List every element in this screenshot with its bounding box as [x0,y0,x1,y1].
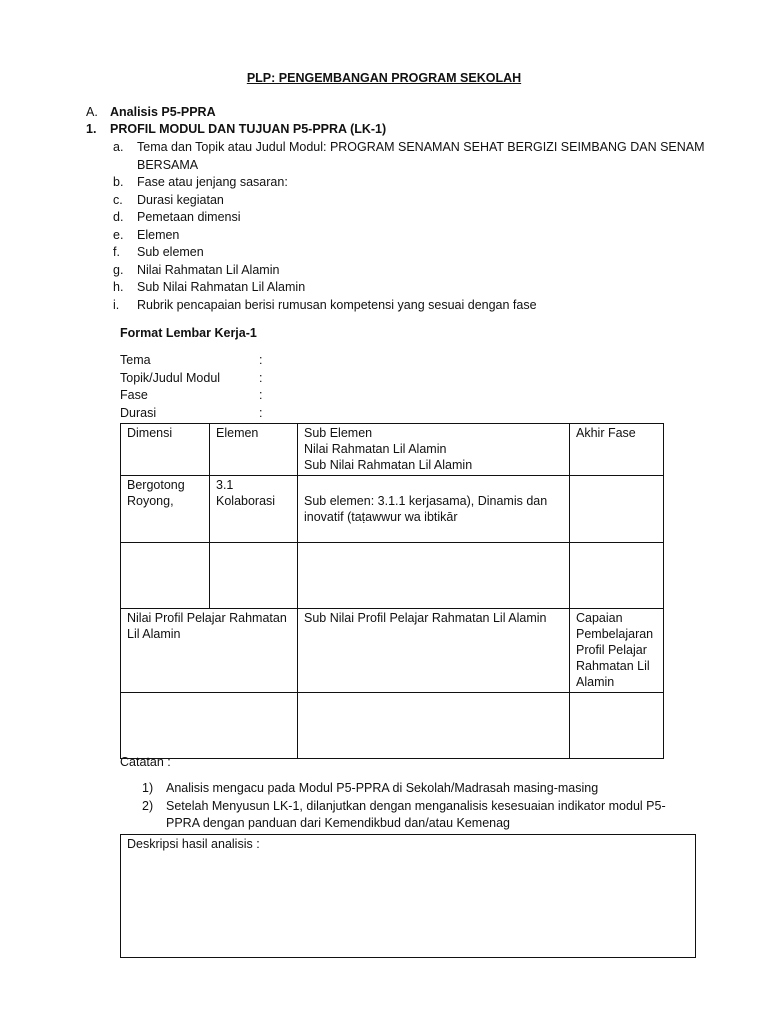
list-item: c. Durasi kegiatan [113,192,224,207]
cell-empty [570,692,664,758]
header-capaian: Capaian Pembelajaran Profil Pelajar Rahmatan Lil Alamin [570,608,664,692]
cell-dimensi: Bergotong Royong, [121,475,210,542]
document-title: PLP: PENGEMBANGAN PROGRAM SEKOLAH [246,71,522,85]
section-1-heading: PROFIL MODUL DAN TUJUAN P5-PPRA (LK-1) [110,122,387,136]
worksheet-table [120,423,664,759]
list-item: h. Sub Nilai Rahmatan Lil Alamin [113,280,306,294]
table-header-row [121,424,664,476]
deskripsi-box [120,834,696,958]
cell-empty [298,542,570,608]
list-item: d. Pemetaan dimensi [113,210,241,224]
list-item: e. Elemen [113,227,180,242]
header-sub-elemen: Sub Elemen Nilai Rahmatan Lil Alamin Sub Nilai Rahmatan Lil Alamin [298,424,570,476]
table-subheader-row [121,608,664,692]
header-akhir-fase: Akhir Fase [570,424,664,476]
cell-empty [210,542,298,608]
note-item: 1) Analisis mengacu pada Modul P5-PPRA di Sekolah/Madrasah masing-masing [142,781,599,795]
list-item: i. Rubrik pencapaian berisi rumusan kompetensi yang sesuai dengan fase [113,297,537,312]
list-item: f. Sub elemen [113,245,204,259]
notes-list [142,780,687,833]
table-row-empty [121,692,664,758]
meta-row-durasi: Durasi : [120,405,263,420]
section-1-marker: 1. [86,122,97,136]
table-row [121,475,664,542]
cell-empty [298,692,570,758]
format-title: Format Lembar Kerja-1 [120,326,257,340]
note-item: 2) Setelah Menyusun LK-1, dilanjutkan dengan menganalisis kesesuaian indikator modul P5-PPRA dengan panduan dari Kemendikbud dan/atau Kemenag [142,798,666,830]
list-item: g. Nilai Rahmatan Lil Alamin [113,262,280,277]
header-nilai-profil: Nilai Profil Pelajar Rahmatan Lil Alamin [121,608,298,692]
table-row-empty [121,542,664,608]
list-item: b. Fase atau jenjang sasaran: [113,175,288,189]
meta-row-tema: Tema : [120,353,263,367]
cell-empty [121,692,298,758]
section-a-heading: Analisis P5-PPRA [110,105,216,119]
meta-row-topik: Topik/Judul Modul : [120,370,263,385]
meta-fields [120,352,262,422]
header-dimensi: Dimensi [121,424,210,476]
cell-sub-elemen: Sub elemen: 3.1.1 kerjasama), Dinamis dan inovatif (taṭawwur wa ibtikār [298,475,570,542]
item-list [113,139,713,314]
meta-row-fase: Fase : [120,388,263,402]
header-elemen: Elemen [210,424,298,476]
header-sub-nilai-profil: Sub Nilai Profil Pelajar Rahmatan Lil Alamin [298,608,570,692]
list-item: a. Tema dan Topik atau Judul Modul: PROGRAM SENAMAN SEHAT BERGIZI SEIMBANG DAN SENAM BERSAMA [113,140,705,172]
cell-akhir-fase [570,475,664,542]
cell-empty [570,542,664,608]
cell-empty [121,542,210,608]
section-a-marker: A. [86,105,98,119]
cell-elemen: 3.1 Kolaborasi [210,475,298,542]
deskripsi-label: Deskripsi hasil analisis : [127,837,260,851]
catatan-label: Catatan : [120,755,171,769]
